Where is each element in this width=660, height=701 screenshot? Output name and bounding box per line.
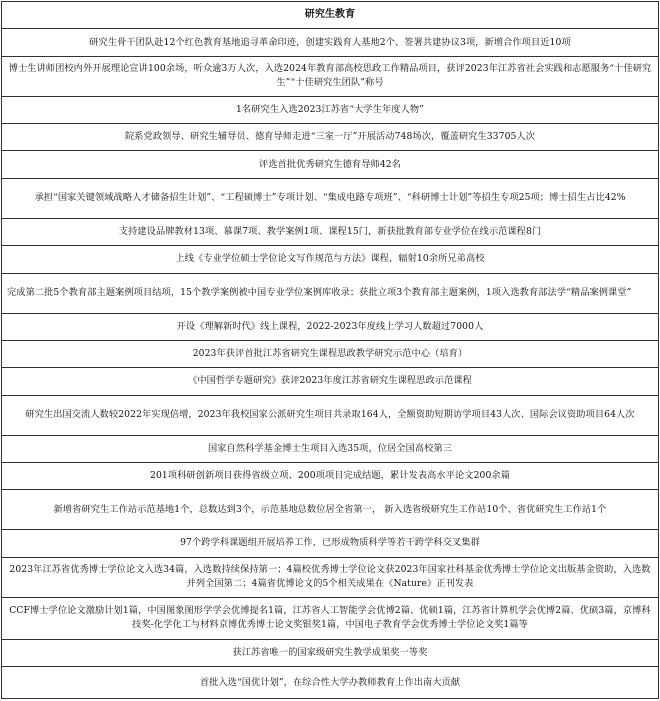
table-cell: 承担“国家关键领域战略人才储备招生计划”、“工程硕博士”专项计划、“集成电路专项班”、“科研博士计划”等招生专项25项；博士招生占比42% <box>2 178 659 218</box>
table-row <box>2 96 659 123</box>
table-cell: 2023年江苏省优秀博士学位论文入选34篇，入选数持续保持第一；4篇校优秀博士学位论文获2023年国家社科基金优秀博士学位论文出版基金资助，入选数并列全国第二；4篇省优博论文的5个相关成果在《Nature》正刊发表 <box>2 557 659 597</box>
table-cell: 研究生骨干团队赴12个红色教育基地追寻革命印迹，创建实践育人基地2个、签署共建协议3项，新增合作项目近10项 <box>2 29 659 56</box>
table-row <box>2 313 659 340</box>
table-row <box>2 557 659 597</box>
table-cell: 2023年获评首批江苏省研究生课程思政教学研究示范中心（培育） <box>2 340 659 367</box>
table-cell: 97个跨学科课题组开展培养工作，已形成物质科学等若干跨学科交叉集群 <box>2 530 659 557</box>
table-title-row <box>2 2 659 29</box>
table-cell: CCF博士学位论文激励计划1篇，中国图象图形学学会优博提名1篇，江苏省人工智能学会优博2篇、优硕1篇，江苏省计算机学会优博2篇、优硕3篇，京博科技奖-化学化工与材料京博优秀博士论文奖银奖1篇，中国电子教育学会优秀博士学位论文奖1篇等 <box>2 597 659 639</box>
table-row <box>2 178 659 218</box>
table-cell: 国家自然科学基金博士生项目入选35项，位居全国高校第三 <box>2 435 659 462</box>
table-row <box>2 462 659 489</box>
table-row <box>2 368 659 395</box>
table-row <box>2 395 659 435</box>
table-row <box>2 218 659 245</box>
table-row <box>2 124 659 151</box>
table-cell: 博士生讲师团校内外开展理论宣讲100余场，听众逾3万人次，入选2024年教育部高校思政工作精品项目，获评2023年江苏省社会实践和志愿服务“十佳研究生”“十佳研究生团队”称号 <box>2 56 659 96</box>
table-row <box>2 56 659 96</box>
table-cell: 完成第二批5个教育部主题案例项目结项，15个教学案例被中国专业学位案例库收录；获批立项3个教育部主题案例，1项入选教育部法学“精品案例课堂” <box>2 273 659 313</box>
table-cell: 开设《理解新时代》线上课程，2022-2023年度线上学习人数超过7000人 <box>2 313 659 340</box>
table-row <box>2 435 659 462</box>
table-cell: 首批入选“国优计划”，在综合性大学办教师教育上作出南大贡献 <box>2 667 659 699</box>
table-row <box>2 530 659 557</box>
table-row <box>2 151 659 178</box>
table-row <box>2 246 659 273</box>
table-row <box>2 273 659 313</box>
table-row <box>2 639 659 666</box>
table-title: 研究生教育 <box>2 2 659 29</box>
table-cell: 获江苏省唯一的国家级研究生教学成果奖一等奖 <box>2 639 659 666</box>
table-row <box>2 667 659 699</box>
table-cell: 1名研究生入选2023江苏省“大学生年度人物” <box>2 96 659 123</box>
table-row <box>2 340 659 367</box>
table-cell: 上线《专业学位硕士学位论文写作规范与方法》课程，辐射10余所兄弟高校 <box>2 246 659 273</box>
table-cell: 201项科研创新项目获得省级立项、200项项目完成结题，累计发表高水平论文200余篇 <box>2 462 659 489</box>
table-row <box>2 29 659 56</box>
table-cell: 研究生出国交流人数较2022年实现倍增，2023年我校国家公派研究生项目共录取164人，全额资助短期访学项目43人次、国际会议资助项目64人次 <box>2 395 659 435</box>
table-row <box>2 597 659 639</box>
table-row <box>2 490 659 530</box>
table-cell: 院系党政领导、研究生辅导员、德育导师走进“三室一厅”开展活动748场次，覆盖研究生33705人次 <box>2 124 659 151</box>
table-cell: 《中国哲学专题研究》获评2023年度江苏省研究生课程思政示范课程 <box>2 368 659 395</box>
table-cell: 新增省研究生工作站示范基地1个，总数达到3个，示范基地总数位居全省第一， 新入选省级研究生工作站10个、省优研究生工作站1个 <box>2 490 659 530</box>
table-cell: 支持建设品牌教材13项、慕课7项、教学案例1项、课程15门，新获批教育部专业学位在线示范课程8门 <box>2 218 659 245</box>
graduate-education-table <box>1 1 659 699</box>
table-cell: 评选首批优秀研究生德育导师42名 <box>2 151 659 178</box>
